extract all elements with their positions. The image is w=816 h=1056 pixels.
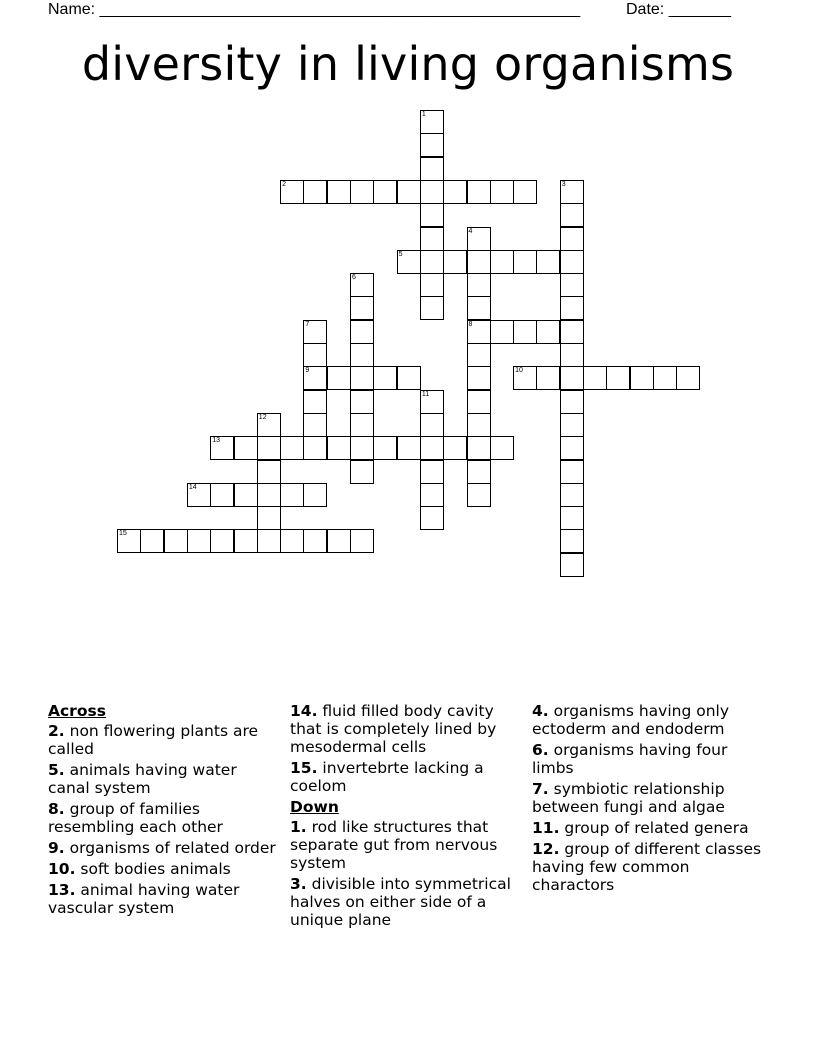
clue-item [48, 860, 278, 878]
name-line: ______________________________________________________ [99, 1, 581, 18]
clue-number: 11 [421, 390, 430, 398]
clue-number: 8 [468, 320, 473, 328]
grid-cell[interactable] [560, 296, 584, 320]
grid-cell[interactable] [420, 506, 444, 530]
grid-cell[interactable] [373, 436, 397, 460]
grid-cell[interactable] [303, 436, 327, 460]
grid-cell[interactable] [420, 296, 444, 320]
grid-cell[interactable] [350, 390, 374, 414]
grid-cell[interactable] [560, 460, 584, 484]
grid-cell[interactable] [164, 529, 188, 553]
clue-item [290, 818, 522, 872]
clue-number: 10 [515, 367, 523, 375]
grid-cell[interactable] [257, 506, 281, 530]
clue-item [532, 819, 772, 837]
clue-number: 6 [352, 274, 356, 282]
grid-cell[interactable] [350, 343, 374, 367]
grid-cell[interactable] [560, 273, 584, 297]
clue-item [48, 761, 278, 797]
clue-item-text: organisms having only ectoderm and endoderm [532, 702, 730, 738]
across-heading: Across [48, 702, 106, 720]
grid-cell[interactable] [490, 320, 514, 344]
clue-item-text: soft bodies animals [75, 860, 231, 878]
grid-cell[interactable] [467, 343, 491, 367]
page-title: diversity in living organisms [81, 37, 735, 91]
grid-cell[interactable] [560, 203, 584, 227]
grid-cell[interactable] [350, 366, 374, 390]
grid-cell[interactable] [420, 110, 444, 134]
grid-cell[interactable] [420, 390, 444, 414]
grid-cell[interactable] [443, 250, 467, 274]
grid-cell[interactable] [467, 390, 491, 414]
clue-item-number: 9. [48, 839, 65, 857]
clue-item [532, 741, 772, 777]
grid-cell[interactable] [513, 180, 537, 204]
grid-cell[interactable] [397, 180, 421, 204]
clue-item-text: group of related genera [559, 819, 749, 837]
clue-number: 14 [188, 483, 197, 491]
grid-cell[interactable] [560, 343, 584, 367]
grid-cell[interactable] [630, 366, 654, 390]
clue-number: 2 [282, 180, 286, 188]
grid-cell[interactable] [583, 366, 607, 390]
grid-cell[interactable] [467, 413, 491, 437]
grid-cell[interactable] [420, 436, 444, 460]
grid-cell[interactable] [210, 529, 234, 553]
clue-item [290, 759, 522, 795]
grid-cell[interactable] [327, 529, 351, 553]
clue-number: 1 [421, 111, 426, 118]
grid-cell[interactable] [420, 273, 444, 297]
grid-cell[interactable] [560, 250, 584, 274]
clue-item-number: 10. [48, 860, 76, 878]
clues-column-2 [290, 702, 522, 932]
grid-cell[interactable] [210, 483, 234, 507]
grid-cell[interactable] [303, 529, 327, 553]
grid-cell[interactable] [560, 553, 584, 577]
grid-cell[interactable] [560, 180, 584, 204]
grid-cell[interactable] [536, 366, 560, 390]
grid-cell[interactable] [560, 413, 584, 437]
clue-number: 3 [561, 180, 566, 188]
grid-cell[interactable] [420, 483, 444, 507]
clue-item [290, 702, 522, 756]
grid-cell[interactable] [467, 180, 491, 204]
grid-cell[interactable] [303, 320, 327, 344]
grid-cell[interactable] [350, 273, 374, 297]
grid-cell[interactable] [280, 483, 304, 507]
clue-item [532, 840, 772, 894]
down-heading: Down [290, 798, 339, 816]
grid-cell[interactable] [350, 460, 374, 484]
grid-cell[interactable] [303, 390, 327, 414]
grid-cell[interactable] [420, 133, 444, 157]
grid-cell[interactable] [303, 180, 327, 204]
grid-cell[interactable] [560, 366, 584, 390]
name-label: Name: [48, 1, 100, 18]
clue-item [48, 881, 278, 917]
clue-item-text: group of different classes having few common charactors [532, 840, 762, 894]
date-label: Date: [626, 1, 669, 18]
clue-item-text: invertebrte lacking a coelom [290, 759, 484, 795]
grid-cell[interactable] [420, 250, 444, 274]
grid-cell[interactable] [350, 180, 374, 204]
clue-item-number: 15. [290, 759, 318, 777]
clue-number: 9 [305, 367, 310, 375]
grid-cell[interactable] [490, 436, 514, 460]
grid-cell[interactable] [467, 273, 491, 297]
clue-item [290, 875, 522, 929]
grid-cell[interactable] [350, 436, 374, 460]
clue-item [48, 800, 278, 836]
grid-cell[interactable] [350, 320, 374, 344]
grid-cell[interactable] [560, 529, 584, 553]
grid-cell[interactable] [373, 366, 397, 390]
grid-cell[interactable] [536, 320, 560, 344]
grid-cell[interactable] [187, 529, 211, 553]
grid-cell[interactable] [397, 250, 421, 274]
grid-cell[interactable] [676, 366, 700, 390]
clue-number: 12 [258, 413, 267, 421]
grid-cell[interactable] [443, 436, 467, 460]
clue-item-number: 1. [290, 818, 307, 836]
grid-cell[interactable] [210, 436, 234, 460]
grid-cell[interactable] [280, 529, 304, 553]
grid-cell[interactable] [560, 436, 584, 460]
grid-cell[interactable] [303, 366, 327, 390]
grid-cell[interactable] [513, 320, 537, 344]
grid-cell[interactable] [467, 296, 491, 320]
grid-cell[interactable] [420, 157, 444, 181]
clue-number: 4 [468, 227, 473, 235]
grid-cell[interactable] [257, 529, 281, 553]
grid-cell[interactable] [467, 320, 491, 344]
grid-cell[interactable] [490, 180, 514, 204]
clue-item [532, 702, 772, 738]
grid-cell[interactable] [653, 366, 677, 390]
grid-cell[interactable] [350, 529, 374, 553]
grid-cell[interactable] [327, 180, 351, 204]
clue-item-number: 6. [532, 741, 549, 759]
grid-cell[interactable] [560, 320, 584, 344]
clue-item [48, 722, 278, 758]
clue-item-number: 2. [48, 722, 65, 740]
grid-cell[interactable] [606, 366, 630, 390]
clue-item-number: 12. [532, 840, 560, 858]
clue-item-text: non flowering plants are called [48, 722, 259, 758]
grid-cell[interactable] [420, 203, 444, 227]
clue-number: 15 [119, 530, 127, 538]
grid-cell[interactable] [350, 296, 374, 320]
grid-cell[interactable] [560, 390, 584, 414]
clue-number: 7 [305, 320, 310, 328]
grid-cell[interactable] [513, 366, 537, 390]
grid-cell[interactable] [327, 436, 351, 460]
grid-cell[interactable] [257, 460, 281, 484]
grid-cell[interactable] [397, 366, 421, 390]
clue-item-number: 13. [48, 881, 76, 899]
clue-item-text: symbiotic relationship between fungi and algae [532, 780, 725, 816]
clue-item [532, 780, 772, 816]
grid-cell[interactable] [234, 529, 258, 553]
grid-cell[interactable] [257, 436, 281, 460]
clues-column-3 [532, 702, 772, 897]
clue-number: 5 [398, 250, 403, 258]
grid-cell[interactable] [397, 436, 421, 460]
grid-cell[interactable] [420, 227, 444, 251]
grid-cell[interactable] [420, 180, 444, 204]
clue-item-text: divisible into symmetrical halves on either side of a unique plane [290, 875, 511, 929]
grid-cell[interactable] [467, 250, 491, 274]
grid-cell[interactable] [560, 227, 584, 251]
clue-item-text: rod like structures that separate gut from nervous system [290, 818, 498, 872]
clue-item-number: 3. [290, 875, 307, 893]
clue-item-text: fluid filled body cavity that is completely lined by mesodermal cells [290, 702, 497, 756]
clue-item-text: animal having water vascular system [48, 881, 240, 917]
clue-item-number: 14. [290, 702, 318, 720]
grid-cell[interactable] [560, 506, 584, 530]
grid-cell[interactable] [303, 413, 327, 437]
grid-cell[interactable] [513, 250, 537, 274]
grid-cell[interactable] [490, 250, 514, 274]
grid-cell[interactable] [420, 460, 444, 484]
clue-item-number: 8. [48, 800, 65, 818]
grid-cell[interactable] [373, 180, 397, 204]
date-line: _______ [668, 1, 731, 18]
clue-item-text: organisms having four limbs [532, 741, 728, 777]
grid-cell[interactable] [303, 483, 327, 507]
grid-cell[interactable] [420, 413, 444, 437]
clues-column-1 [48, 702, 278, 920]
clue-item [48, 839, 278, 857]
grid-cell[interactable] [257, 483, 281, 507]
grid-cell[interactable] [467, 227, 491, 251]
grid-cell[interactable] [327, 366, 351, 390]
grid-cell[interactable] [187, 483, 211, 507]
clue-item-number: 5. [48, 761, 65, 779]
grid-cell[interactable] [303, 343, 327, 367]
grid-cell[interactable] [467, 483, 491, 507]
grid-cell[interactable] [467, 436, 491, 460]
grid-cell[interactable] [234, 436, 258, 460]
clue-item-text: group of families resembling each other [48, 800, 223, 836]
grid-cell[interactable] [467, 366, 491, 390]
grid-cell[interactable] [280, 180, 304, 204]
clue-item-number: 11. [532, 819, 560, 837]
grid-cell[interactable] [140, 529, 164, 553]
grid-cell[interactable] [234, 483, 258, 507]
clue-number: 13 [212, 437, 220, 445]
clue-item-text: animals having water canal system [48, 761, 237, 797]
grid-cell[interactable] [536, 250, 560, 274]
grid-cell[interactable] [117, 529, 141, 553]
clue-item-number: 7. [532, 780, 549, 798]
clue-item-text: organisms of related order [64, 839, 276, 857]
grid-cell[interactable] [257, 413, 281, 437]
grid-cell[interactable] [350, 413, 374, 437]
clue-item-number: 4. [532, 702, 549, 720]
grid-cell[interactable] [467, 460, 491, 484]
grid-cell[interactable] [280, 436, 304, 460]
grid-cell[interactable] [443, 180, 467, 204]
grid-cell[interactable] [560, 483, 584, 507]
